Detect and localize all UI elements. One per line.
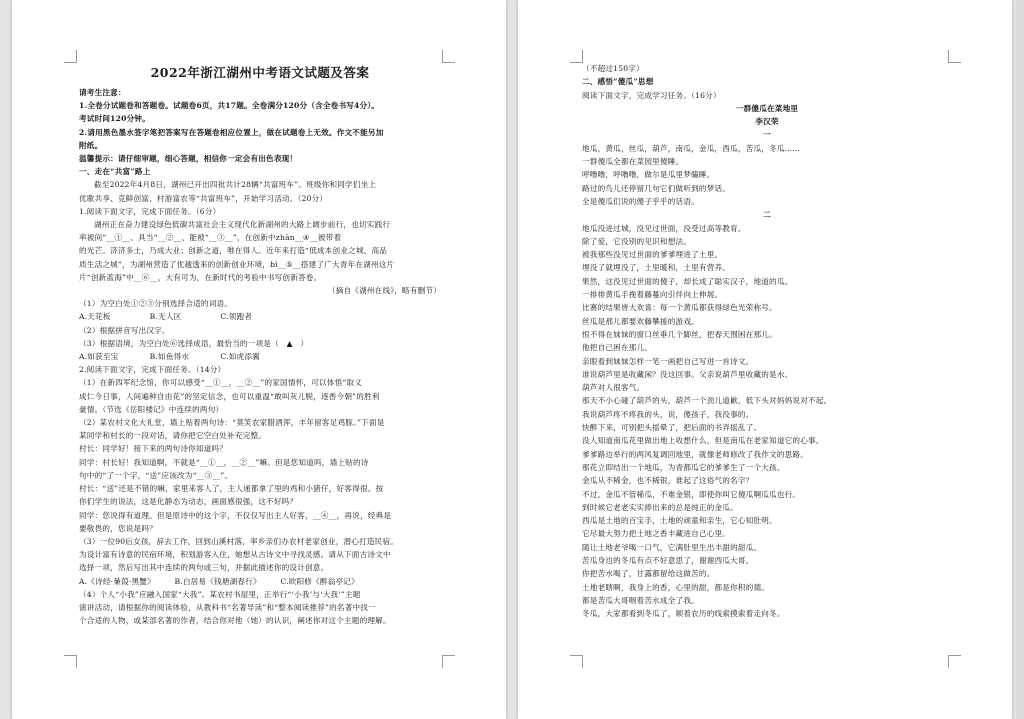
text-line: 豪情。（节选《岳阳楼记》中连续的两句） <box>79 404 224 414</box>
crop-mark <box>442 50 455 63</box>
text-line: 冬瓜，大家都看到冬瓜了，顺着农历的线索摸索着走向冬。 <box>582 609 785 619</box>
crop-mark <box>570 655 583 668</box>
text-line: （1）为空白处①②③分别选择合适的词语。 <box>79 299 233 309</box>
text-line: 都是苦瓜大哥咽着苦水成全了我。 <box>582 595 699 605</box>
text-line: 同学：村长好！我知道啊，不就是“__①__，__②__”嘛。但是您知道吗，墙上贴的诗 <box>79 457 369 467</box>
text-line: 那天不小心碰了葫芦的头，葫芦一个劲儿道歉，低下头对妈妈说对不起。 <box>582 396 832 406</box>
text-line: 土地老瞎啊，我身上的香，心里的甜，都是你积的德。 <box>582 582 770 592</box>
text-line: 它尽最大努力把土地之香丰藏进自己心里。 <box>582 529 731 539</box>
text-line: A.天花板 B.无人区 C.领跑者 <box>79 312 253 322</box>
text-line: （3）一位90后女孩，辞去工作，回到山溪村落，率乡亲们办农村老家创业，潜心打造民宿。 <box>79 536 399 546</box>
text-line: 一群傻瓜在菜地里 <box>735 103 799 113</box>
text-line: 他把自己困在那儿。 <box>582 343 653 353</box>
text-line: A.如获至宝 B.如鱼得水 C.如虎添翼 <box>79 352 260 362</box>
text-line: 埋没了就埋没了，土里暖和，土里有营养。 <box>582 263 731 273</box>
text-line: 那花立即结出一个地瓜，为青都瓜它的爹爹生了一个大孩。 <box>582 462 785 472</box>
text-line: 我说葫芦疼不疼我的头，说，傻孩子，我没事的。 <box>582 409 754 419</box>
page-2 <box>518 0 1012 719</box>
text-line: 二、感悟“傻瓜”思想 <box>582 77 654 87</box>
text-line: 被我那些没见过世面的爹爹埋进了土里。 <box>582 250 723 260</box>
text-line: A.《诗经·蒹葭·黑蟹》 B.白居易《钱塘湖春行》 C.欧阳修《醉翁亭记》 <box>79 576 359 586</box>
text-line: 亲眼看到妹妹怎样一笔一画把自己写进一首诗文。 <box>582 356 754 366</box>
text-line: 村长：同学好！接下来的两句诗你知道吗？ <box>79 444 228 454</box>
text-line: 二 <box>763 210 771 220</box>
text-line: 果然，这没见过世面的傻子，却长成了聪实汉子，地道的瓜。 <box>582 276 793 286</box>
text-line: 爹爹路边举行的两风复调回地里，就像老师修改了我作文的思路。 <box>582 449 809 459</box>
text-line: （4）个人“小我”应融入国家“大我”。某农村书屋里，正举行“‘小我’与‘大我’”主题 <box>79 589 361 599</box>
text-line: 比赛的结果皆大欢喜：每一个黄瓜都获得绿色光荣称号。 <box>582 303 777 313</box>
text-line: 同学：您说得有道理。但是原诗中的这个字，不仅仅写出主人好客，__④__，再说，经典是 <box>79 510 392 520</box>
crop-mark <box>64 655 77 668</box>
text-line: 你把苦水喝了，甘露都留给这做苦的。 <box>582 569 715 579</box>
text-line: 地瓜没进过城，没见过世面，没受过高等教育。 <box>582 223 746 233</box>
text-line: 质生活之城”，为湖州营造了优越透来的创新创业环境，bì__⑤__搭建了广大青年在湖州这片 <box>79 259 395 269</box>
text-line: 不过，金瓜不管稀瓜，不难金银，即使你叫它傻瓜啊瓜瓜也行。 <box>582 489 801 499</box>
text-line: 考试时间120分钟。 <box>79 114 151 124</box>
text-line: 优歌共享、克鲜创富、村游富农等“共富班车”，开始学习活动。（20分） <box>79 193 328 203</box>
text-line: 到时候它老老实实捧出来的总是纯正的金瓜。 <box>582 502 738 512</box>
text-line: 阅读下面文字，完成学习任务。（16分） <box>582 90 721 100</box>
text-line: （不超过150字） <box>582 64 644 73</box>
text-line: 附纸。 <box>79 140 103 150</box>
text-line: 率被间“__①__、具当“__②__、能被“__③__”，在创新中zhān__④__被带着 <box>79 233 342 243</box>
text-line: （1）在新四军纪念馆，你可以感受“__①__，__②__”的家国情怀，可以体悟“取义 <box>79 378 363 388</box>
text-line: 句中的“了一个字，“送”应该改为“__③__”。 <box>79 470 233 480</box>
vertical-scrollbar[interactable] <box>1016 0 1024 719</box>
text-line: 截至2022年4月8日，湖州已开出四批共计28辆“共富班车”。班级你和同学们坐上 <box>94 180 377 190</box>
text-line: （摘自《湖州在线》，略有删节） <box>327 286 441 296</box>
crop-mark <box>64 50 77 63</box>
text-line: 随让土地老爷喝一口气，它满肚里生出丰甜的甜瓜。 <box>582 542 762 552</box>
text-line: 西瓜是土地的百宝手，土地的顽童和亲生，它心知肚明。 <box>582 516 777 526</box>
text-line: 一 <box>763 130 771 140</box>
text-line: 一排排黄瓜手挽着藤蔓向引伴向上伸展。 <box>582 290 723 300</box>
text-line: 2.阅读下面文字，完成下面任务。（14分） <box>79 365 226 375</box>
text-line: 请考生注意： <box>79 88 126 97</box>
crop-mark <box>442 655 455 668</box>
text-line: 2.请用黑色墨水签字笔把答案写在答题卷相应位置上，做在试题卷上无效。作文不能另加 <box>79 127 384 137</box>
text-line: 全是傻瓜们说的傻子乎乎的话语。 <box>582 196 699 206</box>
text-line: 苦瓜身边的冬瓜有点不好意思了，谢谢西瓜大哥。 <box>582 555 754 565</box>
text-line: 选择一项，然后写出其中连续的两句或三句，并据此描述你的设计创意。 <box>79 563 329 573</box>
text-line: 的光芒。济济多士，乃成大业；创新之道，唯在得人。近年来打造“低成本创业之城、高品 <box>79 246 388 256</box>
page-1-content <box>79 64 441 627</box>
text-line: 金瓜从不稀金，也不稀银，谁起了这俗气的名字？ <box>582 476 754 486</box>
page-2-content <box>582 62 952 620</box>
text-line: 村长：“送”还是不错的嘛，家里来客人了，主人递都拿了里的鸡和小猪仔，好客得很。按 <box>79 484 384 494</box>
text-line: 李汉荣 <box>755 117 779 127</box>
text-line: 呼噜噜，呼噜噜，做尔是瓜里梦瞌睡。 <box>582 170 715 180</box>
text-line: （2）根据拼音写出汉字。 <box>79 325 170 335</box>
text-line: 你们学生的说法，这是化静态为动态，画面感很强，这不好吗？ <box>79 497 298 507</box>
document-title: 2022年浙江湖州中考语文试题及答案 <box>150 65 370 80</box>
text-line: 湖州正在奋力建设绿色低碳共富社会主义现代化新湖州的大路上阔步前行，也切实践行 <box>94 220 391 230</box>
text-line: 快醉下来，可别把头摇晕了，把后面的书弄摇乱了。 <box>582 423 762 433</box>
text-line: 要敬畏的，您说是吗？ <box>79 523 157 533</box>
text-line: 谁说葫芦里是收藏闲？没这回事。父亲说葫芦里收藏的是水。 <box>582 369 793 379</box>
text-line: 路过的鸟儿还停留几句它们做听到的梦话。 <box>582 183 731 193</box>
text-line: 恨不得在妹妹的窗口丝垂几个脚丝，把春天围困在那儿。 <box>582 329 777 339</box>
text-line: 1.阅读下面文字，完成下面任务。（6分） <box>79 206 221 216</box>
text-line: （3）根据语境，为空白处⑥选择成语，最恰当的一项是（ ▲ ） <box>79 338 309 348</box>
text-line: 某同学和村长的一段对话，请你把它空白处补充完整。 <box>79 431 267 441</box>
text-line: 成仁今日事，人间遍种自由花”的坚定信念，也可以重温“敢叫灰儿脱，逐香今朝”的胜利 <box>79 391 380 401</box>
text-line: 葫芦对人很客气。 <box>582 383 645 393</box>
text-line: 为设计富有诗意的民宿环境，积划游客入住，她想从古诗文中寻找灵感。请从下面古诗文中 <box>79 550 391 560</box>
text-line: 一群傻瓜全都在菜园里傻睡。 <box>582 157 684 167</box>
text-line: 片“创新蓝海”中__⑥__，大有可为，在新时代的考验中书写创新答卷。 <box>79 272 322 282</box>
crop-mark <box>948 655 961 668</box>
text-line: （2）某农村文化大礼堂，墙上贴着两句诗：“莫笑农家腊酒浑，丰年留客足鸡豚。”下面是 <box>79 418 385 428</box>
page-1 <box>12 0 506 719</box>
text-line: 个合适的人物，或某部名著的作者，结合你对他（她）的认识，阐述你对这个主题的理解。 <box>79 616 391 626</box>
text-line: 温馨提示：请仔细审题，细心答题，相信你一定会有出色表现！ <box>79 154 298 164</box>
text-line: 演讲活动，请根据你的阅读体验，从教科书“名著导读”和“整本阅读推荐”的名著中找一 <box>79 602 376 612</box>
text-line: 没人知道南瓜花里做出地上收想什么，但是南瓜在老家知道它的心事。 <box>582 436 824 446</box>
text-line: 一、走在“共富”路上 <box>79 167 151 177</box>
text-line: 1.全卷分试题卷和答题卷。试题卷6页，共17题。全卷满分120分（含全卷书写4分）。 <box>79 101 380 111</box>
text-line: 除了爱，它没别的见识和想法。 <box>582 236 692 246</box>
text-line: 地瓜，黄瓜，丝瓜，葫芦，南瓜，金瓜，西瓜，苦瓜，冬瓜…… <box>582 143 801 153</box>
text-line: 丝瓜是那儿都要欢藤攀援的游戏。 <box>582 316 699 326</box>
